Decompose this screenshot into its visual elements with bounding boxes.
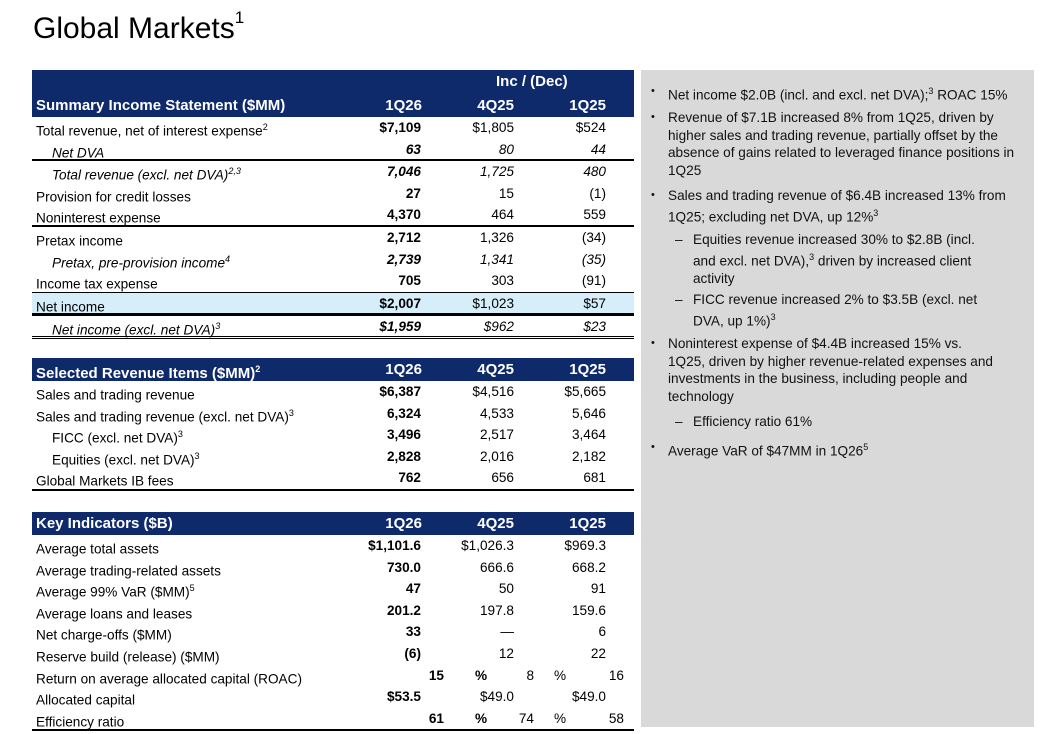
table-row xyxy=(32,467,634,491)
cell-1q25: 668.2 xyxy=(571,559,606,575)
bullet-net-income: • Net income $2.0B (incl. and excl. net DVA);$^3$ ROAC 15% xyxy=(651,85,1008,103)
page-title: Global Markets$^1$ xyxy=(33,8,245,45)
table-row xyxy=(32,643,634,665)
row-label: Equities (excl. net DVA)$^3$ xyxy=(52,450,200,468)
table-row xyxy=(32,535,634,557)
cell-1q25: $5,665 xyxy=(564,384,606,399)
row-label: Noninterest expense xyxy=(36,210,161,226)
table-row xyxy=(32,665,634,687)
cell-4q25: 2,517 xyxy=(479,427,514,443)
cell-4q25: 303 xyxy=(491,273,514,289)
cell-1q26: 3,496 xyxy=(386,427,421,443)
table-row xyxy=(32,117,634,139)
percent-sign: % xyxy=(554,710,567,726)
cell-4q25: 4,533 xyxy=(479,405,514,421)
cell-1q26: $2,007 xyxy=(379,295,421,311)
row-label: Average trading-related assets xyxy=(36,563,221,579)
row-label: Provision for credit losses xyxy=(36,189,191,205)
sub-efficiency: – Efficiency ratio 61% xyxy=(675,414,813,429)
table-row xyxy=(32,424,634,446)
cell-1q25: 5,646 xyxy=(571,405,606,421)
cell-4q25: $49.0 xyxy=(479,689,514,705)
percent-sign: % xyxy=(475,710,488,726)
table-row xyxy=(32,708,634,732)
table-row xyxy=(32,557,634,579)
cell-1q26: 63 xyxy=(405,141,421,157)
cell-4q25: 50 xyxy=(498,581,514,597)
row-label: Total revenue (excl. net DVA)$^{2,3}$ xyxy=(52,166,241,183)
table-row xyxy=(32,160,634,183)
table-row xyxy=(32,381,634,403)
cell-1q25: $57 xyxy=(583,295,606,311)
row-label: Average loans and leases xyxy=(36,606,193,622)
cell-4q25: $962 xyxy=(483,318,514,334)
cell-1q25: 3,464 xyxy=(571,427,606,443)
cell-4q25: 74 xyxy=(518,710,534,726)
row-label: Sales and trading revenue xyxy=(36,387,195,403)
cell-4q25: 12 xyxy=(498,645,514,661)
table-row xyxy=(32,139,634,161)
cell-1q26: 7,046 xyxy=(386,164,421,180)
cell-1q25: 6 xyxy=(598,624,606,640)
cell-1q26: 705 xyxy=(398,273,421,289)
revenue-header: Selected Revenue Items ($MM)$^2$ 1Q26 4Q25 1Q25 xyxy=(32,358,634,381)
cell-1q25: (35) xyxy=(581,251,606,267)
cell-1q25: (91) xyxy=(581,273,606,289)
row-label: Return on average allocated capital (ROAC) xyxy=(36,671,302,687)
row-label: Total revenue, net of interest expense$^2$ xyxy=(36,122,268,139)
cell-1q25: 16 xyxy=(608,667,624,683)
cell-1q26: 4,370 xyxy=(386,207,421,223)
cell-1q26: $6,387 xyxy=(379,384,421,399)
row-label: Average 99% VaR ($MM)$^5$ xyxy=(36,583,195,600)
table-row xyxy=(32,204,634,226)
row-label: Income tax expense xyxy=(36,276,158,292)
table-row xyxy=(32,446,634,468)
cell-4q25: $1,805 xyxy=(472,120,514,135)
table-row xyxy=(32,600,634,622)
cell-1q25: 91 xyxy=(590,581,606,597)
cell-4q25: 2,016 xyxy=(479,448,514,464)
cell-1q26: 33 xyxy=(405,624,421,640)
table-row xyxy=(32,183,634,205)
table-row xyxy=(32,292,634,314)
cell-4q25: 656 xyxy=(491,470,514,486)
row-label: Allocated capital xyxy=(36,692,135,708)
cell-1q26: 730.0 xyxy=(386,559,421,575)
cell-1q26: 762 xyxy=(398,470,421,486)
row-label: Sales and trading revenue (excl. net DVA)$^3$ xyxy=(36,407,294,425)
cell-1q26: 6,324 xyxy=(386,405,421,421)
cell-1q25: 559 xyxy=(583,207,606,223)
cell-4q25: 1,341 xyxy=(479,251,514,267)
summary-super-header: Inc / (Dec) xyxy=(32,70,634,93)
cell-4q25: 1,326 xyxy=(479,229,514,245)
row-label: Net income xyxy=(36,299,105,315)
cell-4q25: $1,026.3 xyxy=(461,538,514,553)
sub-ficc: – FICC revenue increased 2% to $3.5B (excl. net DVA, up 1%)$^3$ xyxy=(675,292,978,329)
cell-1q25: $49.0 xyxy=(571,689,606,705)
cell-1q25: 44 xyxy=(590,141,606,157)
summary-income-table xyxy=(32,70,634,339)
commentary-panel xyxy=(641,70,1034,727)
cell-1q25: $524 xyxy=(575,120,606,135)
bullet-noninterest-expense: • Noninterest expense of $4.4B increased 15% vs. 1Q25, driven by higher revenue-related expenses and investments in the business, including people and technology xyxy=(651,336,993,404)
cell-1q26: 201.2 xyxy=(386,602,421,618)
cell-4q25: $1,023 xyxy=(472,295,514,311)
cell-1q26: 61 xyxy=(428,710,444,726)
bullet-sales-trading: • Sales and trading revenue of $6.4B increased 13% from 1Q25; excluding net DVA, up 12%$^3$ xyxy=(651,188,1006,225)
percent-sign: % xyxy=(554,667,567,683)
cell-1q26: 2,828 xyxy=(386,448,421,464)
row-label: Global Markets IB fees xyxy=(36,473,174,489)
cell-1q26: 2,739 xyxy=(386,251,421,267)
row-label: Net DVA xyxy=(52,145,105,161)
row-label: FICC (excl. net DVA)$^3$ xyxy=(52,429,183,446)
bullet-revenue: • Revenue of $7.1B increased 8% from 1Q25, driven by higher sales and trading revenue, partially offset by the absence of gains related to leveraged finance positions in 1Q25 xyxy=(651,110,1015,178)
cell-1q26: 47 xyxy=(405,581,421,597)
cell-1q26: $53.5 xyxy=(386,689,421,705)
row-label: Reserve build (release) ($MM) xyxy=(36,649,220,665)
cell-1q26: 27 xyxy=(405,185,421,201)
cell-4q25: $4,516 xyxy=(472,384,514,399)
cell-4q25: 464 xyxy=(491,207,514,223)
row-label: Net income (excl. net DVA)$^3$ xyxy=(52,320,221,338)
table-row xyxy=(32,314,634,339)
cell-1q25: $969.3 xyxy=(564,538,606,553)
table-row xyxy=(32,578,634,600)
cell-1q26: 15 xyxy=(428,667,444,683)
indicators-header: Key Indicators ($B) 1Q26 4Q25 1Q25 xyxy=(32,512,634,535)
cell-1q25: 480 xyxy=(583,164,606,180)
table-row xyxy=(32,249,634,271)
cell-1q26: $1,101.6 xyxy=(368,538,421,553)
row-label: Efficiency ratio xyxy=(36,714,125,730)
key-indicators-table xyxy=(32,512,634,731)
cell-4q25: — xyxy=(500,624,514,640)
cell-4q25: 8 xyxy=(526,667,534,683)
cell-1q25: 159.6 xyxy=(571,602,606,618)
row-label: Pretax income xyxy=(36,233,123,249)
cell-1q25: (1) xyxy=(589,185,606,201)
table-row xyxy=(32,226,634,249)
cell-4q25: 197.8 xyxy=(479,602,514,618)
cell-1q25: 58 xyxy=(608,710,624,726)
cell-1q25: (34) xyxy=(581,229,606,245)
cell-1q25: 2,182 xyxy=(571,448,606,464)
cell-1q26: $1,959 xyxy=(379,318,421,334)
cell-4q25: 15 xyxy=(498,185,514,201)
cell-1q26: 2,712 xyxy=(386,229,421,245)
row-label: Net charge-offs ($MM) xyxy=(36,627,172,643)
cell-1q26: $7,109 xyxy=(379,120,421,135)
cell-4q25: 666.6 xyxy=(479,559,514,575)
table-row xyxy=(32,686,634,708)
percent-sign: % xyxy=(475,667,488,683)
cell-4q25: 80 xyxy=(498,141,514,157)
cell-1q25: 681 xyxy=(583,470,606,486)
cell-1q25: 22 xyxy=(590,645,606,661)
revenue-items-table xyxy=(32,358,634,491)
cell-4q25: 1,725 xyxy=(479,164,514,180)
cell-1q25: $23 xyxy=(583,318,606,334)
summary-header: Summary Income Statement ($MM) 1Q26 4Q25 1Q25 xyxy=(32,93,634,117)
row-label: Pretax, pre-provision income$^4$ xyxy=(52,253,231,271)
bullet-var: • Average VaR of $47MM in $1Q26^5$ xyxy=(651,441,869,459)
row-label: Average total assets xyxy=(36,541,159,557)
table-row xyxy=(32,403,634,425)
cell-1q26: (6) xyxy=(404,645,421,661)
table-row xyxy=(32,270,634,292)
table-row xyxy=(32,621,634,643)
sub-equities: – Equities revenue increased 30% to $2.8B (incl. and excl. net DVA),$^3$ driven by increased client activity xyxy=(675,232,975,286)
